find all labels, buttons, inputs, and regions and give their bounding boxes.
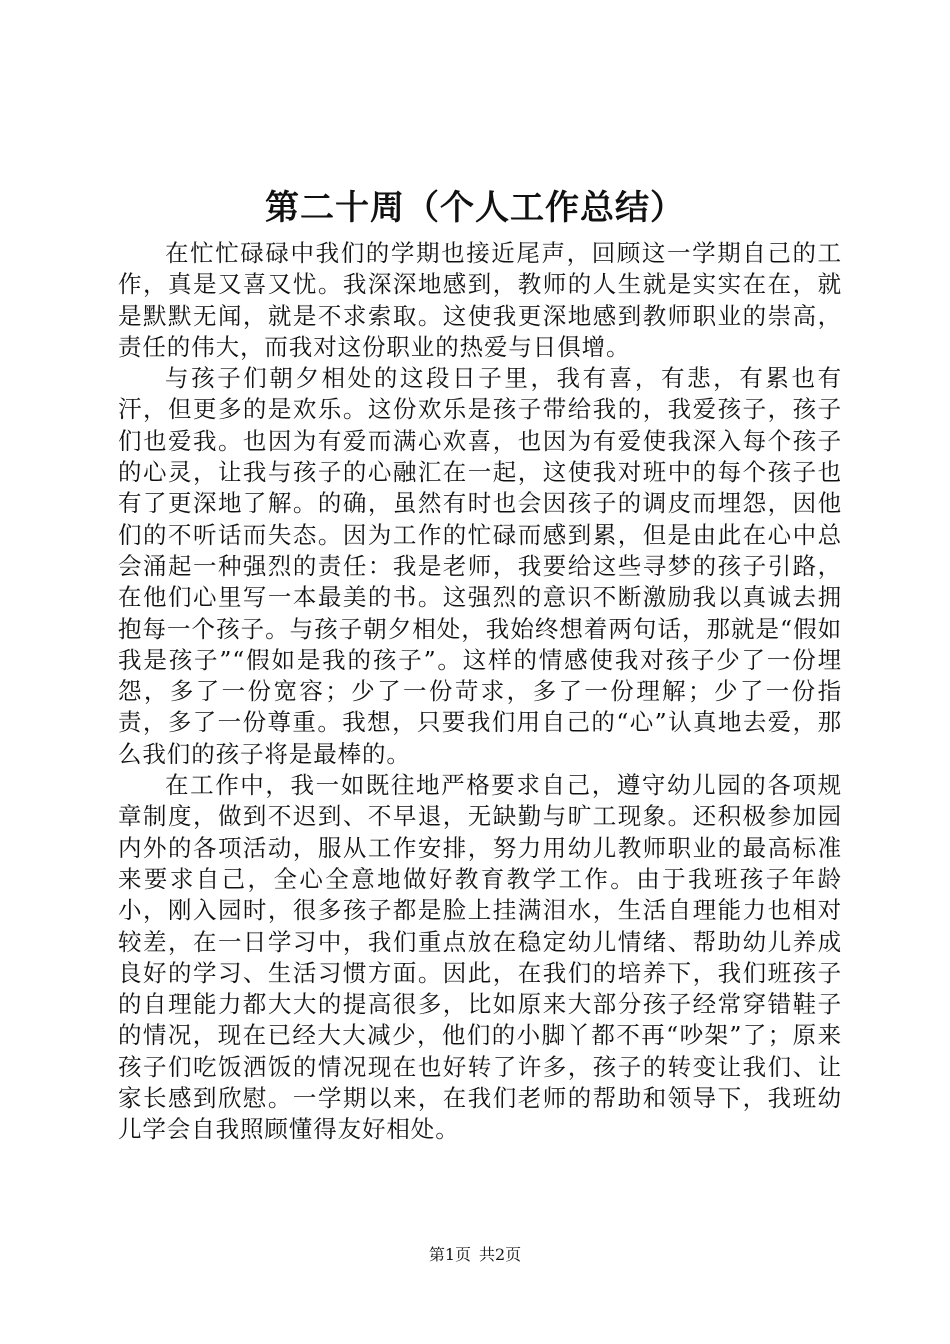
document-body <box>118 238 842 1146</box>
paragraph: 在工作中，我一如既往地严格要求自己，遵守幼儿园的各项规章制度，做到不迟到、不早退，无缺勤与旷工现象。还积极参加园内外的各项活动，服从工作安排，努力用幼儿教师职业的最高标准来要求自己，全心全意地做好教育教学工作。由于我班孩子年龄小，刚入园时，很多孩子都是脸上挂满泪水，生活自理能力也相对较差，在一日学习中，我们重点放在稳定幼儿情绪、帮助幼儿养成良好的学习、生活习惯方面。因此，在我们的培养下，我们班孩子的自理能力都大大的提高很多，比如原来大部分孩子经常穿错鞋子的情况，现在已经大大减少，他们的小脚丫都不再“吵架”了；原来孩子们吃饭洒饭的情况现在也好转了许多，孩子的转变让我们、让家长感到欣慰。一学期以来，在我们老师的帮助和领导下，我班幼儿学会自我照顾懂得友好相处。 <box>118 771 842 1144</box>
page-number: 第1页 <box>428 1245 471 1264</box>
document-title: 第二十周（个人工作总结） <box>265 188 685 228</box>
paragraph: 在忙忙碌碌中我们的学期也接近尾声，回顾这一学期自己的工作，真是又喜又忧。我深深地感到，教师的人生就是实实在在，就是默默无闻，就是不求索取。这使我更深地感到教师职业的崇高，责任的伟大，而我对这份职业的热爱与日俱增。 <box>118 239 842 361</box>
paragraph: 与孩子们朝夕相处的这段日子里，我有喜，有悲，有累也有汗，但更多的是欢乐。这份欢乐是孩子带给我的，我爱孩子，孩子们也爱我。也因为有爱而满心欢喜，也因为有爱使我深入每个孩子的心灵，让我与孩子的心融汇在一起，这使我对班中的每个孩子也有了更深地了解。的确，虽然有时也会因孩子的调皮而埋怨，因他们的不听话而失态。因为工作的忙碌而感到累，但是由此在心中总会涌起一种强烈的责任：我是老师，我要给这些寻梦的孩子引路，在他们心里写一本最美的书。这强烈的意识不断激励我以真诚去拥抱每一个孩子。与孩子朝夕相处，我始终想着两句话，那就是“假如我是孩子”“假如是我的孩子”。这样的情感使我对孩子少了一份埋怨，多了一份宽容；少了一份苛求，多了一份理解；少了一份指责，多了一份尊重。我想，只要我们用自己的“心”认真地去爱，那么我们的孩子将是最棒的。 <box>118 364 842 768</box>
page-total: 共2页 <box>479 1245 522 1264</box>
page-footer <box>0 1244 950 1266</box>
